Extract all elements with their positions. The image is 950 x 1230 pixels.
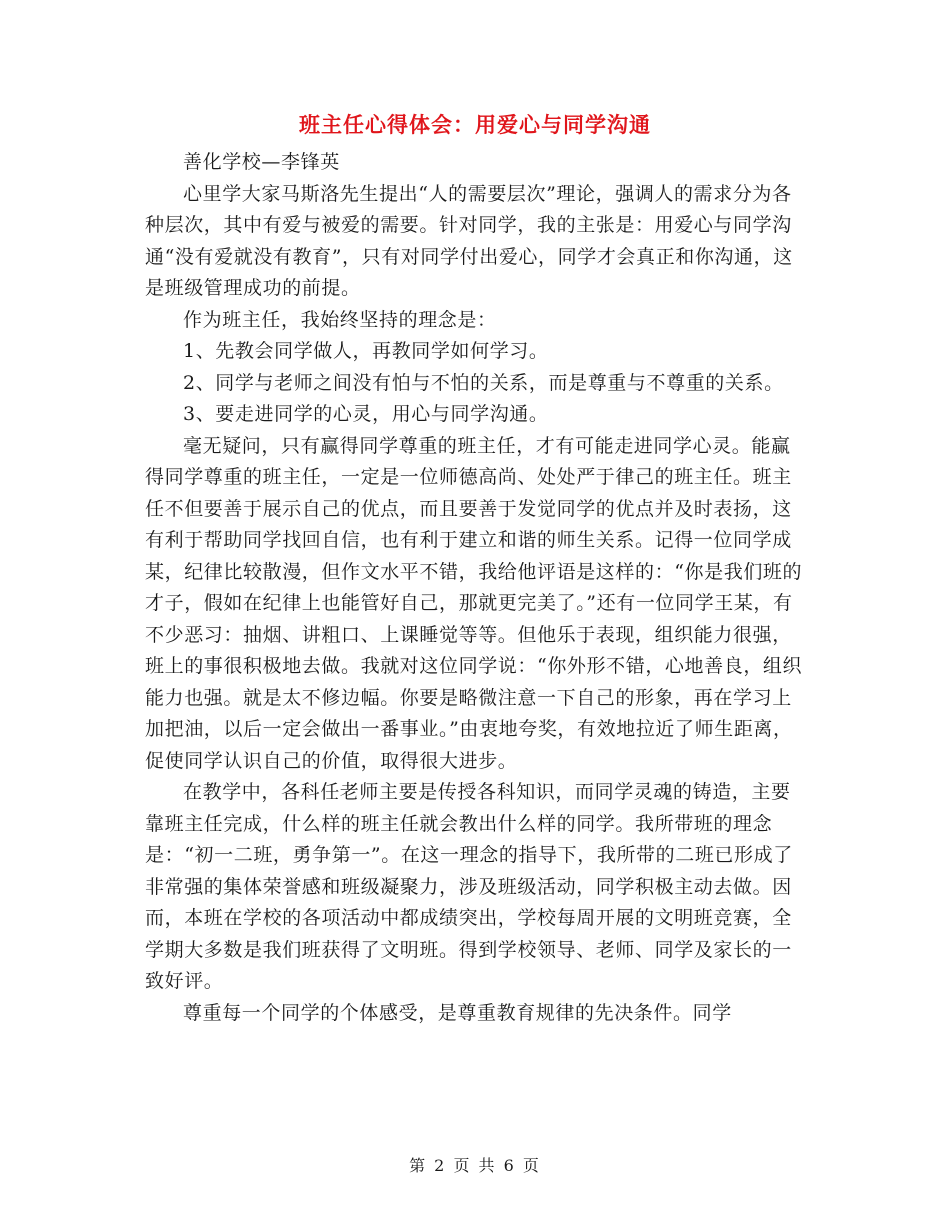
document-body <box>145 147 810 1029</box>
paragraph: 毫无疑问，只有赢得同学尊重的班主任，才有可能走进同学心灵。能赢得同学尊重的班主任，一定是一位师德高尚、处处严于律己的班主任。班主任不但要善于展示自己的优点，而且要善于发觉同学的优点并及时表扬，这有利于帮助同学找回自信，也有利于建立和谐的师生关系。记得一位同学成某，纪律比较散漫，但作文水平不错，我给他评语是这样的：“你是我们班的才子，假如在纪律上也能管好自己，那就更完美了。”还有一位同学王某，有不少恶习：抽烟、讲粗口、上课睡觉等等。但他乐于表现，组织能力很强，班上的事很积极地去做。我就对这位同学说：“你外形不错，心地善良，组织能力也强。就是太不修边幅。你要是略微注意一下自己的形象，再在学习上加把油，以后一定会做出一番事业。”由衷地夸奖，有效地拉近了师生距离，促使同学认识自己的价值，取得很大进步。 <box>145 434 803 772</box>
paragraph: 作为班主任，我始终坚持的理念是： <box>183 308 497 331</box>
paragraph: 尊重每一个同学的个体感受，是尊重教育规律的先决条件。同学 <box>183 1001 732 1024</box>
list-item: 2、同学与老师之间没有怕与不怕的关系，而是尊重与不尊重的关系。 <box>183 371 784 394</box>
list-item: 1、先教会同学做人，再教同学如何学习。 <box>183 340 549 362</box>
document-title: 班主任心得体会：用爱心与同学沟通 <box>299 112 651 137</box>
list-item: 3、要走进同学的心灵，用心与同学沟通。 <box>183 403 549 425</box>
page-number-footer: 第 2 页 共 6 页 <box>409 1156 541 1175</box>
paragraph: 在教学中，各科任老师主要是传授各科知识，而同学灵魂的铸造，主要靠班主任完成，什么样的班主任就会教出什么样的同学。我所带班的理念是：“初一二班，勇争第一”。在这一理念的指导下，我所带的二班已形成了非常强的集体荣誉感和班级凝聚力，涉及班级活动，同学积极主动去做。因而，本班在学校的各项活动中都成绩突出，学校每周开展的文明班竞赛，全学期大多数是我们班获得了文明班。得到学校领导、老师、同学及家长的一致好评。 <box>145 781 793 992</box>
paragraph: 心里学大家马斯洛先生提出“人的需要层次”理论，强调人的需求分为各种层次，其中有爱与被爱的需要。针对同学，我的主张是：用爱心与同学沟通“没有爱就没有教育”，只有对同学付出爱心，同学才会真正和你沟通，这是班级管理成功的前提。 <box>145 182 793 299</box>
author-line: 善化学校—李锋英 <box>183 151 340 173</box>
